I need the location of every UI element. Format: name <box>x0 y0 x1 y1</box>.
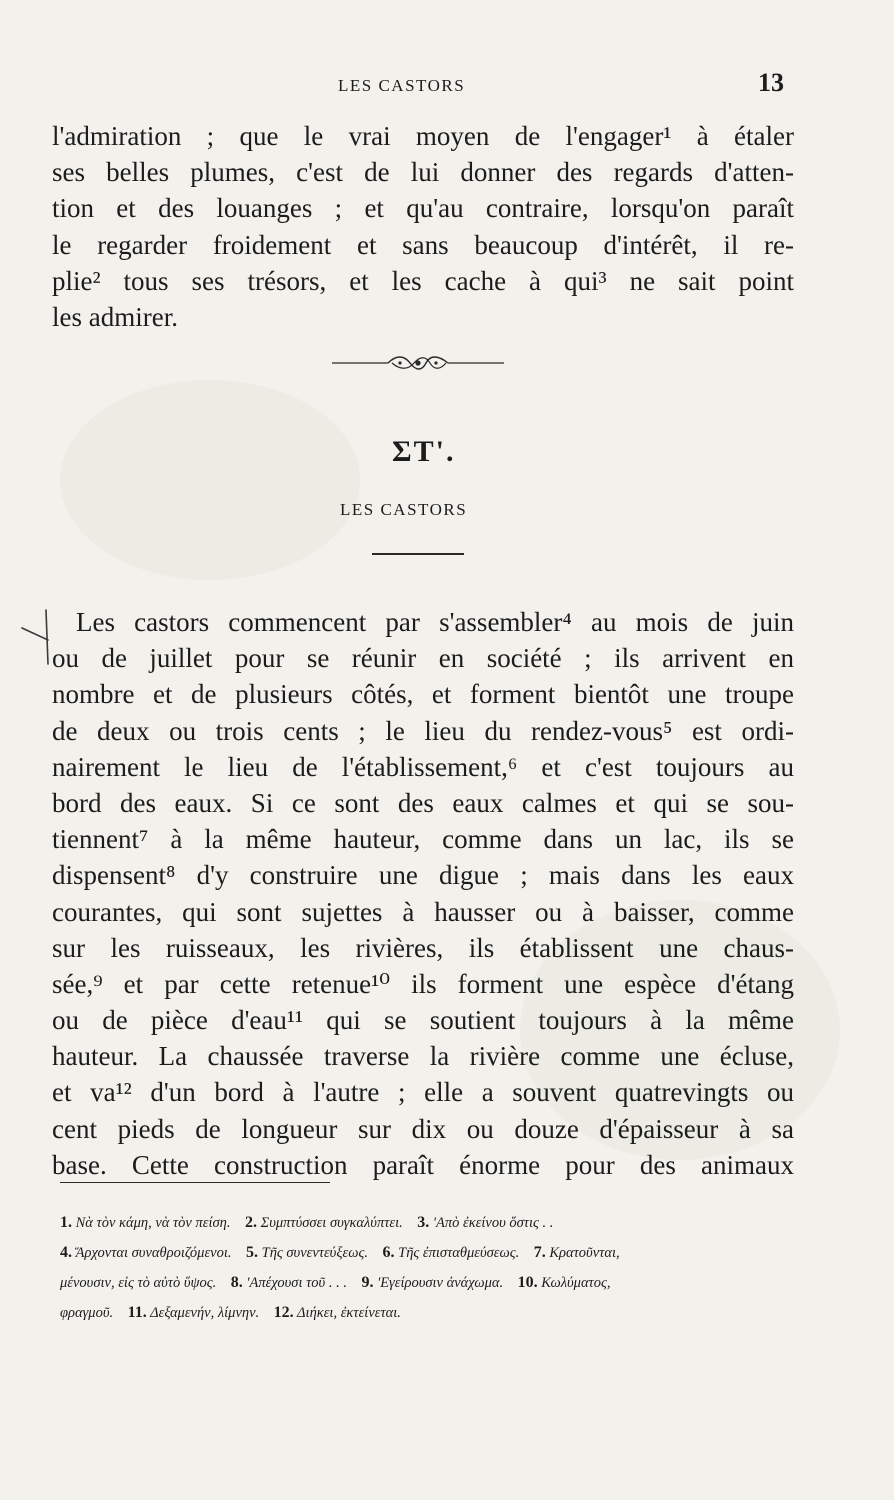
footnote-text: Κρατοῦνται, <box>549 1245 620 1261</box>
footnote-number: 8. <box>230 1274 243 1291</box>
page-number: 13 <box>758 68 784 97</box>
text-line: bord des eaux. Si ce sont des eaux calmes et qui se sou- <box>52 787 794 818</box>
footnote-number: 2. <box>244 1214 257 1231</box>
footnote-text: Κωλύματος, <box>541 1275 611 1291</box>
footnote-text: Τῆς ἐπισταθμεύσεως. <box>398 1245 520 1261</box>
footnotes <box>60 1208 795 1328</box>
text-line: le regarder froidement et sans beaucoup d'intérêt, il re- <box>52 229 794 260</box>
footnote-rule <box>60 1182 330 1183</box>
text-line: de deux ou trois cents ; le lieu du rendez-vous⁵ est ordi- <box>52 715 794 746</box>
footnote-number: 3. <box>417 1214 430 1231</box>
footnote-number: 7. <box>533 1244 546 1261</box>
text-line: nairement le lieu de l'établissement,⁶ et c'est toujours au <box>52 751 794 782</box>
text-line: ou de juillet pour se réunir en société ; ils arrivent en <box>52 643 794 674</box>
footnote-text: Δεξαμενήν, λίμνην. <box>150 1305 260 1321</box>
text-line: hauteur. La chaussée traverse la rivière comme une écluse, <box>52 1041 794 1072</box>
text-line: sée,⁹ et par cette retenue¹⁰ ils forment une espèce d'étang <box>52 968 794 999</box>
footnote-text: 'Απὸ ἐκείνου ὅστις . . <box>432 1215 554 1231</box>
text-line: base. Cette construction paraît énorme pour des animaux <box>52 1149 794 1180</box>
footnote-text: Νὰ τὸν κάμη, νὰ τὸν πείση. <box>75 1215 231 1231</box>
running-title: LES CASTORS <box>338 76 466 95</box>
paragraph-castors <box>52 604 794 1183</box>
footnote-number: 5. <box>246 1244 258 1261</box>
text-line: Les castors commencent par s'assembler⁴ au mois de juin <box>76 607 794 637</box>
text-line: l'admiration ; que le vrai moyen de l'engager¹ à étaler <box>52 121 794 151</box>
footnote-number: 4. <box>60 1244 72 1261</box>
footnote-text: 'Εγείρουσιν ἀνάχωμα. <box>377 1275 504 1291</box>
footnote-number: 10. <box>517 1274 538 1291</box>
footnote-number: 6. <box>382 1244 395 1261</box>
text-line: tion et des louanges ; et qu'au contraire, lorsqu'on paraît <box>52 193 794 224</box>
title-rule <box>372 553 464 555</box>
text-line: ses belles plumes, c'est de lui donner des regards d'atten- <box>52 157 794 188</box>
paper-stain <box>60 380 360 580</box>
footnote-line <box>60 1208 795 1238</box>
text-line: dispensent⁸ d'y construire une digue ; mais dans les eaux <box>52 860 794 891</box>
text-line: nombre et de plusieurs côtés, et forment bientôt une troupe <box>52 679 794 710</box>
text-line: cent pieds de longueur sur dix ou douze d'épaisseur à sa <box>52 1113 794 1144</box>
section-title: LES CASTORS <box>340 500 468 519</box>
footnote-number: 11. <box>127 1304 147 1321</box>
decorative-ornament-icon <box>330 352 506 374</box>
text-line: ou de pièce d'eau¹¹ qui se soutient toujours à la même <box>52 1005 794 1036</box>
running-head <box>0 68 894 102</box>
text-line: les admirer. <box>52 301 178 332</box>
footnote-text: φραγμοῦ. <box>60 1305 114 1321</box>
footnote-line <box>60 1268 795 1298</box>
footnote-text: μένουσιν, εἰς τὸ αὐτὸ ὕψος. <box>60 1275 217 1291</box>
footnote-line <box>60 1238 795 1268</box>
footnote-text: Συμπτύσσει συγκαλύπτει. <box>260 1215 403 1231</box>
text-line: courantes, qui sont sujettes à hausser ou à baisser, comme <box>52 896 794 927</box>
text-line: et va¹² d'un bord à l'autre ; elle a souvent quatrevingts ou <box>52 1077 794 1108</box>
footnote-line <box>60 1298 795 1328</box>
text-line: tiennent⁷ à la même hauteur, comme dans un lac, ils se <box>52 824 794 855</box>
footnote-number: 1. <box>60 1214 72 1231</box>
footnote-text: Τῆς συνεντεύξεως. <box>261 1245 369 1261</box>
section-number: ΣΤ'. <box>392 435 456 468</box>
text-line: sur les ruisseaux, les rivières, ils établissent une chaus- <box>52 932 794 963</box>
footnote-number: 9. <box>361 1274 374 1291</box>
text-line: plie² tous ses trésors, et les cache à qui³ ne sait point <box>52 265 794 296</box>
footnote-text: 'Απέχουσι τοῦ . . . <box>246 1275 347 1291</box>
footnote-text: Ἅρχονται συναθροιζόμενοι. <box>75 1245 232 1261</box>
footnote-number: 12. <box>273 1304 294 1321</box>
footnote-text: Διήκει, ἐκτείνεται. <box>297 1305 401 1321</box>
paragraph-continuation <box>52 118 794 335</box>
